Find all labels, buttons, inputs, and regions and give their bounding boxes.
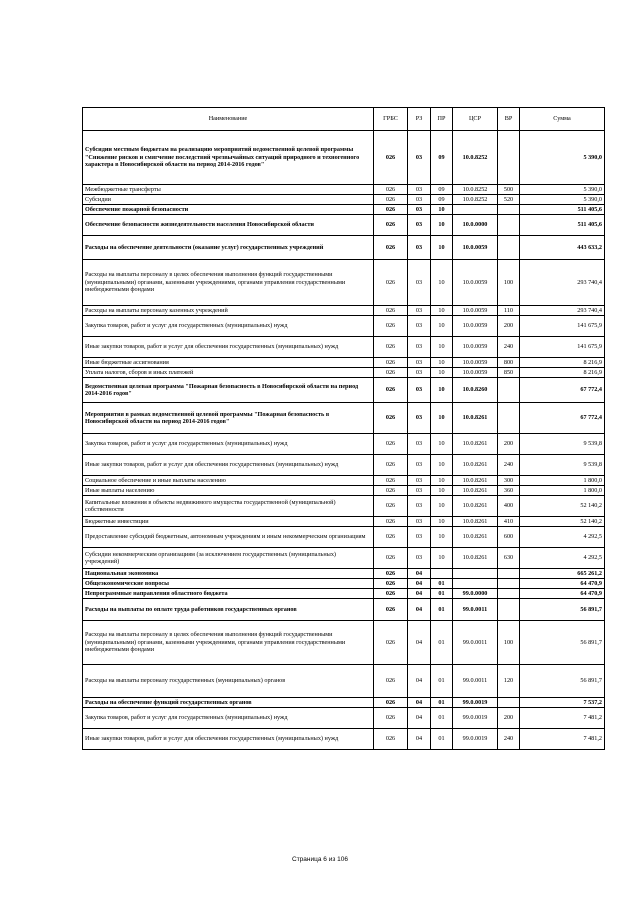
- table-row: [83, 729, 605, 750]
- cell-sum: 64 470,9: [520, 579, 605, 589]
- cell-csr: 99.0.0019: [453, 708, 498, 729]
- cell-sum: 5 390,0: [520, 195, 605, 205]
- cell-name: Иные выплаты населению: [83, 486, 374, 496]
- cell-vr: [498, 131, 520, 185]
- table-row: [83, 548, 605, 569]
- cell-vr: 110: [498, 306, 520, 316]
- cell-sum: 7 481,2: [520, 729, 605, 750]
- cell-rz: 04: [408, 579, 431, 589]
- cell-sum: 9 539,8: [520, 455, 605, 476]
- table-row: [83, 579, 605, 589]
- cell-name: Субсидии: [83, 195, 374, 205]
- cell-csr: 99.0.0019: [453, 698, 498, 708]
- cell-vr: 520: [498, 195, 520, 205]
- cell-vr: 850: [498, 368, 520, 378]
- cell-name: Непрограммные направления областного бюджета: [83, 589, 374, 599]
- table-row: [83, 195, 605, 205]
- cell-rz: 03: [408, 205, 431, 215]
- header-name: Наименование: [83, 108, 374, 131]
- cell-sum: 9 539,8: [520, 434, 605, 455]
- cell-grbs: 026: [374, 195, 408, 205]
- cell-pr: 10: [431, 517, 453, 527]
- cell-pr: 01: [431, 579, 453, 589]
- cell-name: Иные закупки товаров, работ и услуг для обеспечения государственных (муниципальных) нужд: [83, 455, 374, 476]
- cell-sum: 4 292,5: [520, 527, 605, 548]
- cell-csr: 10.0.0059: [453, 358, 498, 368]
- cell-name: Закупка товаров, работ и услуг для государственных (муниципальных) нужд: [83, 434, 374, 455]
- cell-vr: 240: [498, 455, 520, 476]
- cell-csr: 10.0.8261: [453, 548, 498, 569]
- cell-vr: [498, 378, 520, 403]
- table-row: [83, 358, 605, 368]
- cell-grbs: 026: [374, 337, 408, 358]
- cell-csr: 10.0.0059: [453, 316, 498, 337]
- cell-rz: 03: [408, 358, 431, 368]
- table-row: [83, 455, 605, 476]
- cell-grbs: 026: [374, 527, 408, 548]
- cell-csr: 10.0.8261: [453, 486, 498, 496]
- cell-csr: 99.0.0000: [453, 589, 498, 599]
- table-row: [83, 476, 605, 486]
- cell-pr: 10: [431, 205, 453, 215]
- cell-grbs: 026: [374, 589, 408, 599]
- cell-rz: 04: [408, 599, 431, 621]
- cell-csr: 99.0.0011: [453, 599, 498, 621]
- cell-vr: [498, 589, 520, 599]
- cell-name: Предоставление субсидий бюджетным, автономным учреждениям и иным некоммерческим организациям: [83, 527, 374, 548]
- table-row: [83, 205, 605, 215]
- cell-grbs: 026: [374, 131, 408, 185]
- cell-rz: 03: [408, 455, 431, 476]
- cell-pr: 01: [431, 698, 453, 708]
- cell-name: Иные бюджетные ассигнования: [83, 358, 374, 368]
- cell-pr: 01: [431, 589, 453, 599]
- cell-sum: 52 140,2: [520, 517, 605, 527]
- cell-rz: 03: [408, 260, 431, 306]
- cell-rz: 03: [408, 337, 431, 358]
- cell-grbs: 026: [374, 434, 408, 455]
- cell-name: Социальное обеспечение и иные выплаты населению: [83, 476, 374, 486]
- table-row: [83, 236, 605, 260]
- cell-rz: 04: [408, 621, 431, 665]
- cell-name: Ведомственная целевая программа "Пожарная безопасность в Новосибирской области на период 2014-2016 годов": [83, 378, 374, 403]
- cell-name: Мероприятия в рамках ведомственной целевой программы "Пожарная безопасность в Новосибирской области на период 2014-2016 годов": [83, 403, 374, 434]
- cell-pr: 10: [431, 306, 453, 316]
- cell-rz: 03: [408, 316, 431, 337]
- header-csr: ЦСР: [453, 108, 498, 131]
- cell-vr: [498, 215, 520, 236]
- cell-rz: 03: [408, 368, 431, 378]
- cell-pr: 09: [431, 131, 453, 185]
- cell-rz: 03: [408, 434, 431, 455]
- cell-csr: 99.0.0011: [453, 665, 498, 698]
- cell-name: Бюджетные инвестиции: [83, 517, 374, 527]
- cell-sum: 443 633,2: [520, 236, 605, 260]
- cell-sum: 293 740,4: [520, 306, 605, 316]
- cell-sum: 56 891,7: [520, 621, 605, 665]
- cell-pr: 10: [431, 316, 453, 337]
- cell-grbs: 026: [374, 708, 408, 729]
- cell-grbs: 026: [374, 215, 408, 236]
- table-row: [83, 260, 605, 306]
- cell-grbs: 026: [374, 569, 408, 579]
- cell-csr: [453, 579, 498, 589]
- cell-grbs: 026: [374, 403, 408, 434]
- cell-rz: 03: [408, 236, 431, 260]
- cell-grbs: 026: [374, 236, 408, 260]
- cell-rz: 04: [408, 569, 431, 579]
- cell-name: Закупка товаров, работ и услуг для государственных (муниципальных) нужд: [83, 708, 374, 729]
- cell-name: Расходы на выплаты персоналу государственных (муниципальных) органов: [83, 665, 374, 698]
- cell-sum: 511 405,6: [520, 215, 605, 236]
- cell-grbs: 026: [374, 698, 408, 708]
- cell-name: Уплата налогов, сборов и иных платежей: [83, 368, 374, 378]
- cell-sum: 56 891,7: [520, 665, 605, 698]
- cell-csr: 10.0.0059: [453, 337, 498, 358]
- cell-grbs: 026: [374, 476, 408, 486]
- cell-vr: 100: [498, 260, 520, 306]
- cell-rz: 04: [408, 589, 431, 599]
- cell-csr: 99.0.0019: [453, 729, 498, 750]
- cell-name: Расходы на выплаты персоналу казенных учреждений: [83, 306, 374, 316]
- cell-name: Расходы на обеспечение функций государственных органов: [83, 698, 374, 708]
- cell-csr: 10.0.0059: [453, 236, 498, 260]
- cell-vr: [498, 599, 520, 621]
- cell-pr: 10: [431, 260, 453, 306]
- cell-grbs: 026: [374, 579, 408, 589]
- cell-sum: 64 470,9: [520, 589, 605, 599]
- cell-pr: 10: [431, 368, 453, 378]
- table-row: [83, 434, 605, 455]
- cell-rz: 03: [408, 496, 431, 517]
- table-row: [83, 527, 605, 548]
- cell-name: Субсидии некоммерческим организациям (за исключением государственных (муниципальных) учреждений): [83, 548, 374, 569]
- cell-pr: 10: [431, 215, 453, 236]
- cell-rz: 03: [408, 131, 431, 185]
- cell-name: Обеспечение пожарной безопасности: [83, 205, 374, 215]
- cell-sum: 52 140,2: [520, 496, 605, 517]
- cell-grbs: 026: [374, 306, 408, 316]
- cell-csr: 99.0.0011: [453, 621, 498, 665]
- cell-csr: 10.0.8252: [453, 131, 498, 185]
- cell-csr: 10.0.8252: [453, 195, 498, 205]
- cell-name: Расходы на обеспечение деятельности (оказание услуг) государственных учреждений: [83, 236, 374, 260]
- cell-vr: 410: [498, 517, 520, 527]
- cell-pr: 01: [431, 729, 453, 750]
- cell-pr: 01: [431, 621, 453, 665]
- table-row: [83, 708, 605, 729]
- cell-pr: 01: [431, 599, 453, 621]
- cell-vr: 630: [498, 548, 520, 569]
- cell-csr: [453, 569, 498, 579]
- cell-vr: [498, 403, 520, 434]
- cell-csr: 10.0.8252: [453, 185, 498, 195]
- cell-vr: 300: [498, 476, 520, 486]
- cell-grbs: 026: [374, 455, 408, 476]
- cell-rz: 03: [408, 476, 431, 486]
- cell-vr: 360: [498, 486, 520, 496]
- table-row: [83, 486, 605, 496]
- cell-vr: [498, 698, 520, 708]
- cell-rz: 03: [408, 486, 431, 496]
- cell-sum: 4 292,5: [520, 548, 605, 569]
- cell-grbs: 026: [374, 368, 408, 378]
- cell-grbs: 026: [374, 358, 408, 368]
- table-row: [83, 185, 605, 195]
- header-rz: РЗ: [408, 108, 431, 131]
- table-row: [83, 306, 605, 316]
- cell-grbs: 026: [374, 599, 408, 621]
- table-row: [83, 569, 605, 579]
- cell-vr: 240: [498, 729, 520, 750]
- cell-name: Иные закупки товаров, работ и услуг для обеспечения государственных (муниципальных) нужд: [83, 337, 374, 358]
- cell-grbs: 026: [374, 665, 408, 698]
- table-row: [83, 496, 605, 517]
- cell-pr: 10: [431, 527, 453, 548]
- table-row: [83, 131, 605, 185]
- table-row: [83, 215, 605, 236]
- cell-sum: 293 740,4: [520, 260, 605, 306]
- cell-grbs: 026: [374, 260, 408, 306]
- cell-sum: 511 405,6: [520, 205, 605, 215]
- cell-grbs: 026: [374, 486, 408, 496]
- cell-sum: 141 675,9: [520, 316, 605, 337]
- cell-csr: 10.0.8261: [453, 403, 498, 434]
- cell-grbs: 026: [374, 316, 408, 337]
- cell-pr: 10: [431, 548, 453, 569]
- cell-grbs: 026: [374, 185, 408, 195]
- cell-sum: 141 675,9: [520, 337, 605, 358]
- header-vr: ВР: [498, 108, 520, 131]
- cell-vr: 100: [498, 621, 520, 665]
- cell-rz: 03: [408, 215, 431, 236]
- cell-vr: 120: [498, 665, 520, 698]
- cell-csr: 10.0.0059: [453, 260, 498, 306]
- cell-name: Национальная экономика: [83, 569, 374, 579]
- cell-sum: 5 390,0: [520, 185, 605, 195]
- cell-grbs: 026: [374, 378, 408, 403]
- cell-csr: 10.0.8261: [453, 434, 498, 455]
- cell-vr: 500: [498, 185, 520, 195]
- table-row: [83, 621, 605, 665]
- cell-rz: 03: [408, 527, 431, 548]
- cell-csr: 10.0.0059: [453, 306, 498, 316]
- cell-sum: 67 772,4: [520, 378, 605, 403]
- cell-grbs: 026: [374, 517, 408, 527]
- cell-rz: 04: [408, 698, 431, 708]
- cell-sum: 8 216,9: [520, 368, 605, 378]
- cell-rz: 04: [408, 665, 431, 698]
- table-row: [83, 665, 605, 698]
- cell-csr: 10.0.8260: [453, 378, 498, 403]
- cell-csr: 10.0.8261: [453, 517, 498, 527]
- cell-vr: 400: [498, 496, 520, 517]
- cell-name: Расходы на выплаты по оплате труда работников государственных органов: [83, 599, 374, 621]
- cell-csr: 10.0.8261: [453, 455, 498, 476]
- cell-rz: 03: [408, 185, 431, 195]
- table-body: [83, 131, 605, 750]
- cell-rz: 03: [408, 548, 431, 569]
- cell-name: Иные закупки товаров, работ и услуг для обеспечения государственных (муниципальных) нужд: [83, 729, 374, 750]
- table-header-row: [83, 108, 605, 131]
- header-sum: Сумма: [520, 108, 605, 131]
- cell-name: Субсидии местным бюджетам на реализацию мероприятий ведомственной целевой программы "Снижение рисков и смягчение последствий чрезвычайных ситуаций природного и техногенного характера в Новосибирской области на период 2014-2016 годов": [83, 131, 374, 185]
- cell-sum: 7 537,2: [520, 698, 605, 708]
- cell-grbs: 026: [374, 621, 408, 665]
- table-row: [83, 378, 605, 403]
- cell-pr: 10: [431, 358, 453, 368]
- cell-sum: 1 800,0: [520, 486, 605, 496]
- cell-pr: [431, 569, 453, 579]
- cell-name: Расходы на выплаты персоналу в целях обеспечения выполнения функций государственными (муниципальными) органами, казенными учреждениями, органами управления государственными внебюджетными фондами: [83, 260, 374, 306]
- cell-vr: [498, 579, 520, 589]
- cell-sum: 7 481,2: [520, 708, 605, 729]
- cell-rz: 03: [408, 517, 431, 527]
- cell-vr: 800: [498, 358, 520, 368]
- cell-sum: 5 390,0: [520, 131, 605, 185]
- cell-sum: 56 891,7: [520, 599, 605, 621]
- cell-csr: [453, 205, 498, 215]
- table-row: [83, 589, 605, 599]
- cell-rz: 04: [408, 729, 431, 750]
- cell-csr: 10.0.8261: [453, 496, 498, 517]
- cell-pr: 10: [431, 434, 453, 455]
- cell-name: Капитальные вложения в объекты недвижимого имущества государственной (муниципальной) собственности: [83, 496, 374, 517]
- cell-pr: 09: [431, 185, 453, 195]
- cell-sum: 1 800,0: [520, 476, 605, 486]
- cell-pr: 10: [431, 403, 453, 434]
- cell-sum: 665 261,2: [520, 569, 605, 579]
- cell-pr: 10: [431, 378, 453, 403]
- cell-name: Общеэкономические вопросы: [83, 579, 374, 589]
- cell-rz: 03: [408, 378, 431, 403]
- cell-rz: 04: [408, 708, 431, 729]
- cell-sum: 67 772,4: [520, 403, 605, 434]
- cell-pr: 10: [431, 496, 453, 517]
- cell-pr: 10: [431, 476, 453, 486]
- cell-pr: 01: [431, 708, 453, 729]
- budget-table: [82, 107, 605, 750]
- page-footer: Страница 6 из 106: [292, 856, 348, 863]
- header-grbs: ГРБС: [374, 108, 408, 131]
- cell-sum: 8 216,9: [520, 358, 605, 368]
- cell-csr: 10.0.8261: [453, 527, 498, 548]
- cell-vr: [498, 205, 520, 215]
- cell-vr: [498, 236, 520, 260]
- cell-csr: 10.0.0000: [453, 215, 498, 236]
- cell-csr: 10.0.8261: [453, 476, 498, 486]
- cell-vr: 600: [498, 527, 520, 548]
- cell-pr: 01: [431, 665, 453, 698]
- cell-vr: 200: [498, 316, 520, 337]
- cell-pr: 10: [431, 486, 453, 496]
- cell-rz: 03: [408, 195, 431, 205]
- cell-grbs: 026: [374, 205, 408, 215]
- cell-vr: 200: [498, 434, 520, 455]
- cell-vr: 200: [498, 708, 520, 729]
- cell-pr: 10: [431, 337, 453, 358]
- cell-name: Расходы на выплаты персоналу в целях обеспечения выполнения функций государственными (муниципальными) органами, казенными учреждениями, органами управления государственными внебюджетными фондами: [83, 621, 374, 665]
- table-row: [83, 316, 605, 337]
- cell-grbs: 026: [374, 496, 408, 517]
- header-pr: ПР: [431, 108, 453, 131]
- table-row: [83, 698, 605, 708]
- cell-vr: [498, 569, 520, 579]
- table-row: [83, 517, 605, 527]
- cell-name: Межбюджетные трансферты: [83, 185, 374, 195]
- table-row: [83, 403, 605, 434]
- cell-rz: 03: [408, 403, 431, 434]
- cell-name: Обеспечение безопасности жизнедеятельности населения Новосибирской области: [83, 215, 374, 236]
- table-row: [83, 368, 605, 378]
- cell-grbs: 026: [374, 729, 408, 750]
- cell-csr: 10.0.0059: [453, 368, 498, 378]
- table-row: [83, 599, 605, 621]
- cell-pr: 10: [431, 455, 453, 476]
- table-row: [83, 337, 605, 358]
- cell-name: Закупка товаров, работ и услуг для государственных (муниципальных) нужд: [83, 316, 374, 337]
- cell-vr: 240: [498, 337, 520, 358]
- cell-rz: 03: [408, 306, 431, 316]
- cell-pr: 10: [431, 236, 453, 260]
- cell-grbs: 026: [374, 548, 408, 569]
- cell-pr: 09: [431, 195, 453, 205]
